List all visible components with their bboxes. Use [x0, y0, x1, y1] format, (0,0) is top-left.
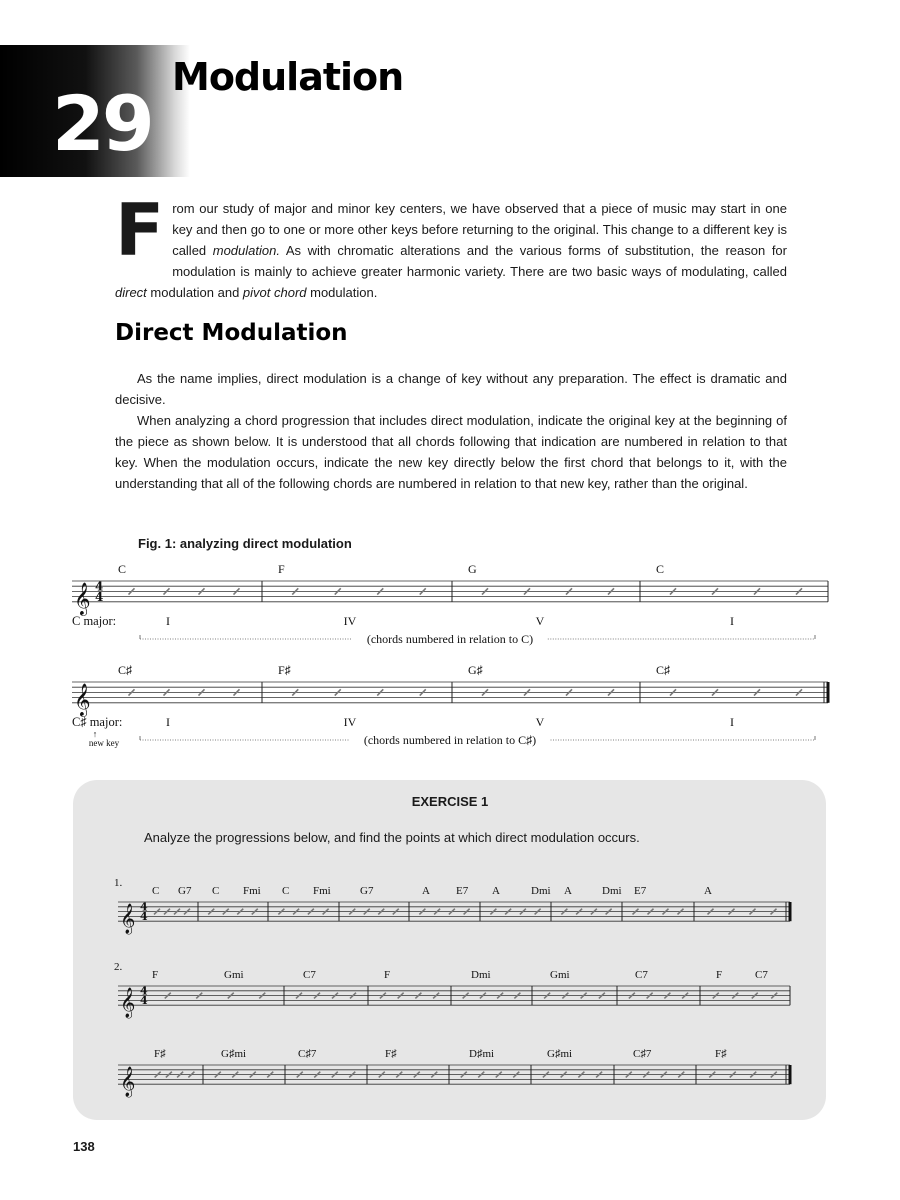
treble-clef: 𝄞 [120, 904, 136, 935]
page-number: 138 [73, 1139, 95, 1154]
chord-symbol: E7 [456, 885, 469, 897]
chord-symbol: A [704, 885, 712, 897]
chord-symbol: Fmi [313, 885, 331, 897]
chord-symbol: E7 [634, 885, 647, 897]
exercise-number: 2. [114, 961, 123, 973]
time-signature-bottom: 4 [140, 910, 148, 924]
final-barline [789, 1065, 792, 1084]
paragraph-2: When analyzing a chord progression that includes direct modulation, indicate the original key at the beginning of the piece as shown below. It is understood that all chords following that indication are numbered in relation to that key. When the modulation occurs, indicate the new key directly below the first chord that belongs to it, with the understanding that all of the following chords are numbered in relation to that new key, rather than the original. [115, 413, 787, 491]
chord-symbol: C♯ [656, 663, 671, 677]
chord-symbol: C [282, 885, 290, 897]
paragraph-1: As the name implies, direct modulation is a change of key without any preparation. The effect is dramatic and decisive. [115, 371, 787, 407]
chord-symbol: F♯ [154, 1048, 166, 1060]
chord-symbol: C♯7 [633, 1048, 652, 1060]
chord-symbol: Gmi [550, 969, 570, 981]
drop-cap: F [115, 188, 165, 272]
roman-numeral: IV [343, 614, 357, 628]
chord-symbol: C [118, 562, 127, 576]
chord-symbol: C [152, 885, 160, 897]
treble-clef: 𝄞 [120, 988, 136, 1019]
exercise-instruction: Analyze the progressions below, and find the points at which direct modulation occurs. [144, 830, 640, 845]
roman-numeral: V [535, 614, 545, 628]
chord-symbol: A [422, 885, 430, 897]
chord-symbol: Dmi [471, 969, 491, 981]
roman-numeral: IV [343, 715, 357, 729]
bracket-label: (chords numbered in relation to C♯) [363, 733, 537, 747]
treble-clef: 𝄞 [74, 682, 91, 716]
key-label: C♯ major: [72, 715, 123, 729]
roman-numeral: I [166, 614, 170, 628]
chord-symbol: Dmi [602, 885, 622, 897]
chord-symbol: F♯ [715, 1048, 727, 1060]
section-heading: Direct Modulation [115, 320, 348, 346]
bracket-label: (chords numbered in relation to C) [366, 632, 534, 646]
chord-symbol: Dmi [531, 885, 551, 897]
exercise-title: EXERCISE 1 [411, 794, 489, 809]
chord-symbol: A [492, 885, 500, 897]
chord-symbol: C7 [303, 969, 316, 981]
chord-symbol: C [212, 885, 220, 897]
final-barline [827, 682, 830, 703]
key-label: C major: [72, 614, 117, 628]
chord-symbol: G [468, 562, 477, 576]
chord-symbol: C♯7 [298, 1048, 317, 1060]
chord-symbol: G♯ [468, 663, 483, 677]
exercise-number: 1. [114, 877, 123, 889]
intro-paragraph: From our study of major and minor key centers, we have observed that a piece of music may start in one key and then go to one or more other keys before returning to the original. This change to a different key is called modulation. As with chromatic alterations and the various forms of substitution, the reason for modulation is mainly to achieve greater harmonic variety. There are two basic ways of modulating, called direct modulation and pivot chord modulation. [115, 188, 787, 300]
chapter-number: 29 [52, 79, 152, 168]
roman-numeral: V [535, 715, 545, 729]
time-signature-bottom: 4 [95, 589, 104, 604]
chord-symbol: C7 [635, 969, 648, 981]
roman-numeral: I [166, 715, 170, 729]
chord-symbol: F [716, 969, 723, 981]
chord-symbol: A [564, 885, 572, 897]
chord-symbol: F [384, 969, 391, 981]
treble-clef: 𝄞 [74, 581, 91, 615]
final-barline [789, 902, 792, 921]
roman-numeral: I [730, 715, 734, 729]
figure-caption: Fig. 1: analyzing direct modulation [138, 536, 352, 551]
treble-clef: 𝄞 [120, 1067, 136, 1098]
time-signature-top: 4 [95, 579, 104, 594]
up-arrow: ↑ [92, 729, 98, 739]
chapter-title: Modulation [172, 55, 404, 99]
chord-symbol: C [656, 562, 665, 576]
roman-numeral: I [730, 614, 734, 628]
chord-symbol: Fmi [243, 885, 261, 897]
chord-symbol: C7 [755, 969, 768, 981]
chord-symbol: F [152, 969, 159, 981]
chord-symbol: D♯mi [469, 1048, 495, 1060]
time-signature-top: 4 [140, 984, 148, 998]
time-signature-top: 4 [140, 900, 148, 914]
chord-symbol: F♯ [278, 663, 291, 677]
chord-symbol: G7 [360, 885, 374, 897]
chord-symbol: G7 [178, 885, 192, 897]
chord-symbol: G♯mi [221, 1048, 247, 1060]
chord-symbol: C♯ [118, 663, 133, 677]
chord-symbol: F [278, 562, 285, 576]
chord-symbol: G♯mi [547, 1048, 573, 1060]
time-signature-bottom: 4 [140, 994, 148, 1008]
chord-symbol: Gmi [224, 969, 244, 981]
new-key-note: new key [88, 738, 120, 748]
chord-symbol: F♯ [385, 1048, 397, 1060]
